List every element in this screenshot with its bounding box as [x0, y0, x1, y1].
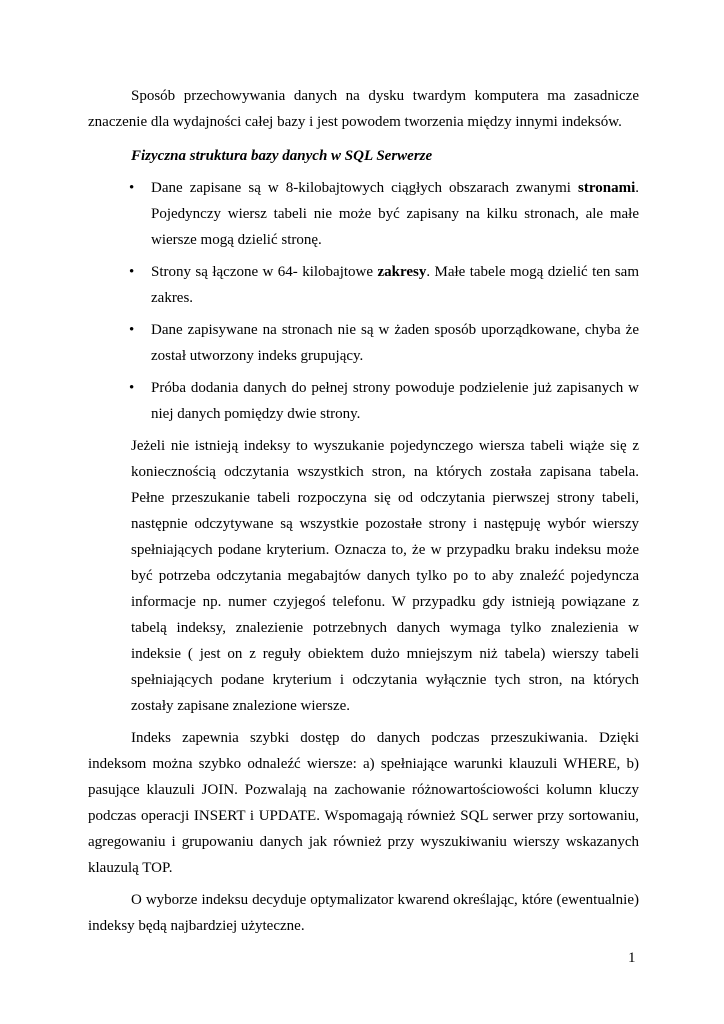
document-page	[88, 83, 639, 939]
paragraph-optimizer: O wyborze indeksu decyduje optymalizator kwarend określając, które (ewentualnie) indeksy będą najbardziej użyteczne.	[88, 892, 639, 934]
bullet-item-pages: • Dane zapisane są w 8-kilobajtowych ciągłych obszarach zwanymi stronami. Pojedynczy wiersz tabeli nie może być zapisany na kilku stronach, ale małe wiersze mogą dzielić stronę.	[88, 175, 639, 253]
term-strony: stronami	[578, 180, 636, 196]
paragraph-indexes-missing: Jeżeli nie istnieją indeksy to wyszukanie pojedynczego wiersza tabeli wiąże się z koniecznością odczytania wszystkich stron, na których została zapisana tabela. Pełne przeszukanie tabeli rozpoczyna się od odczytania pierwszej strony tabeli, następnie odczytywane są wszystkie pozostałe strony i następuję wybór wierszy spełniających podane kryterium. Oznacza to, że w przypadku braku indeksu może być potrzeba odczytania megabajtów danych tylko po to aby znaleźć pojedyncza informacje np. numer czyjegoś telefonu. W przypadku gdy istnieją powiązane z tabelą indeksy, znalezienie potrzebnych danych wymaga tylko znalezienia w indeksie ( jest on z reguły obiektem dużo mniejszym niż tabela) wierszy tabeli spełniających podane kryterium i odczytania wyłącznie tych stron, na których zostały zapisane znalezione wiersze.	[131, 438, 639, 714]
paragraph-index-benefits: Indeks zapewnia szybki dostęp do danych podczas przeszukiwania. Dzięki indeksom można szybko odnaleźć wiersze: a) spełniające warunki klauzuli WHERE, b) pasujące klauzuli JOIN. Pozwalają na zachowanie różnowartościowości kolumn kluczy podczas operacji INSERT i UPDATE. Wspomagają również SQL serwer przy sortowaniu, agregowaniu i grupowaniu danych jak również przy wyszukiwaniu wierszy wskazanych klauzulą TOP.	[88, 730, 639, 876]
intro-paragraph: Sposób przechowywania danych na dysku twardym komputera ma zasadnicze znaczenie dla wydajności całej bazy i jest powodem tworzenia między innymi indeksów.	[88, 88, 639, 130]
page-number: 1	[628, 950, 636, 966]
term-zakresy: zakresy	[377, 264, 427, 280]
bullet-item-page-split: • Próba dodania danych do pełnej strony powoduje podzielenie już zapisanych w niej danych pomiędzy dwie strony.	[88, 375, 639, 427]
section-heading: Fizyczna struktura bazy danych w SQL Serwerze	[131, 148, 433, 164]
bullet-item-unordered: • Dane zapisywane na stronach nie są w żaden sposób uporządkowane, chyba że został utworzony indeks grupujący.	[88, 317, 639, 369]
bullet-item-extents: • Strony są łączone w 64- kilobajtowe zakresy. Małe tabele mogą dzielić ten sam zakres.	[88, 259, 639, 311]
bullet-list	[88, 175, 639, 427]
